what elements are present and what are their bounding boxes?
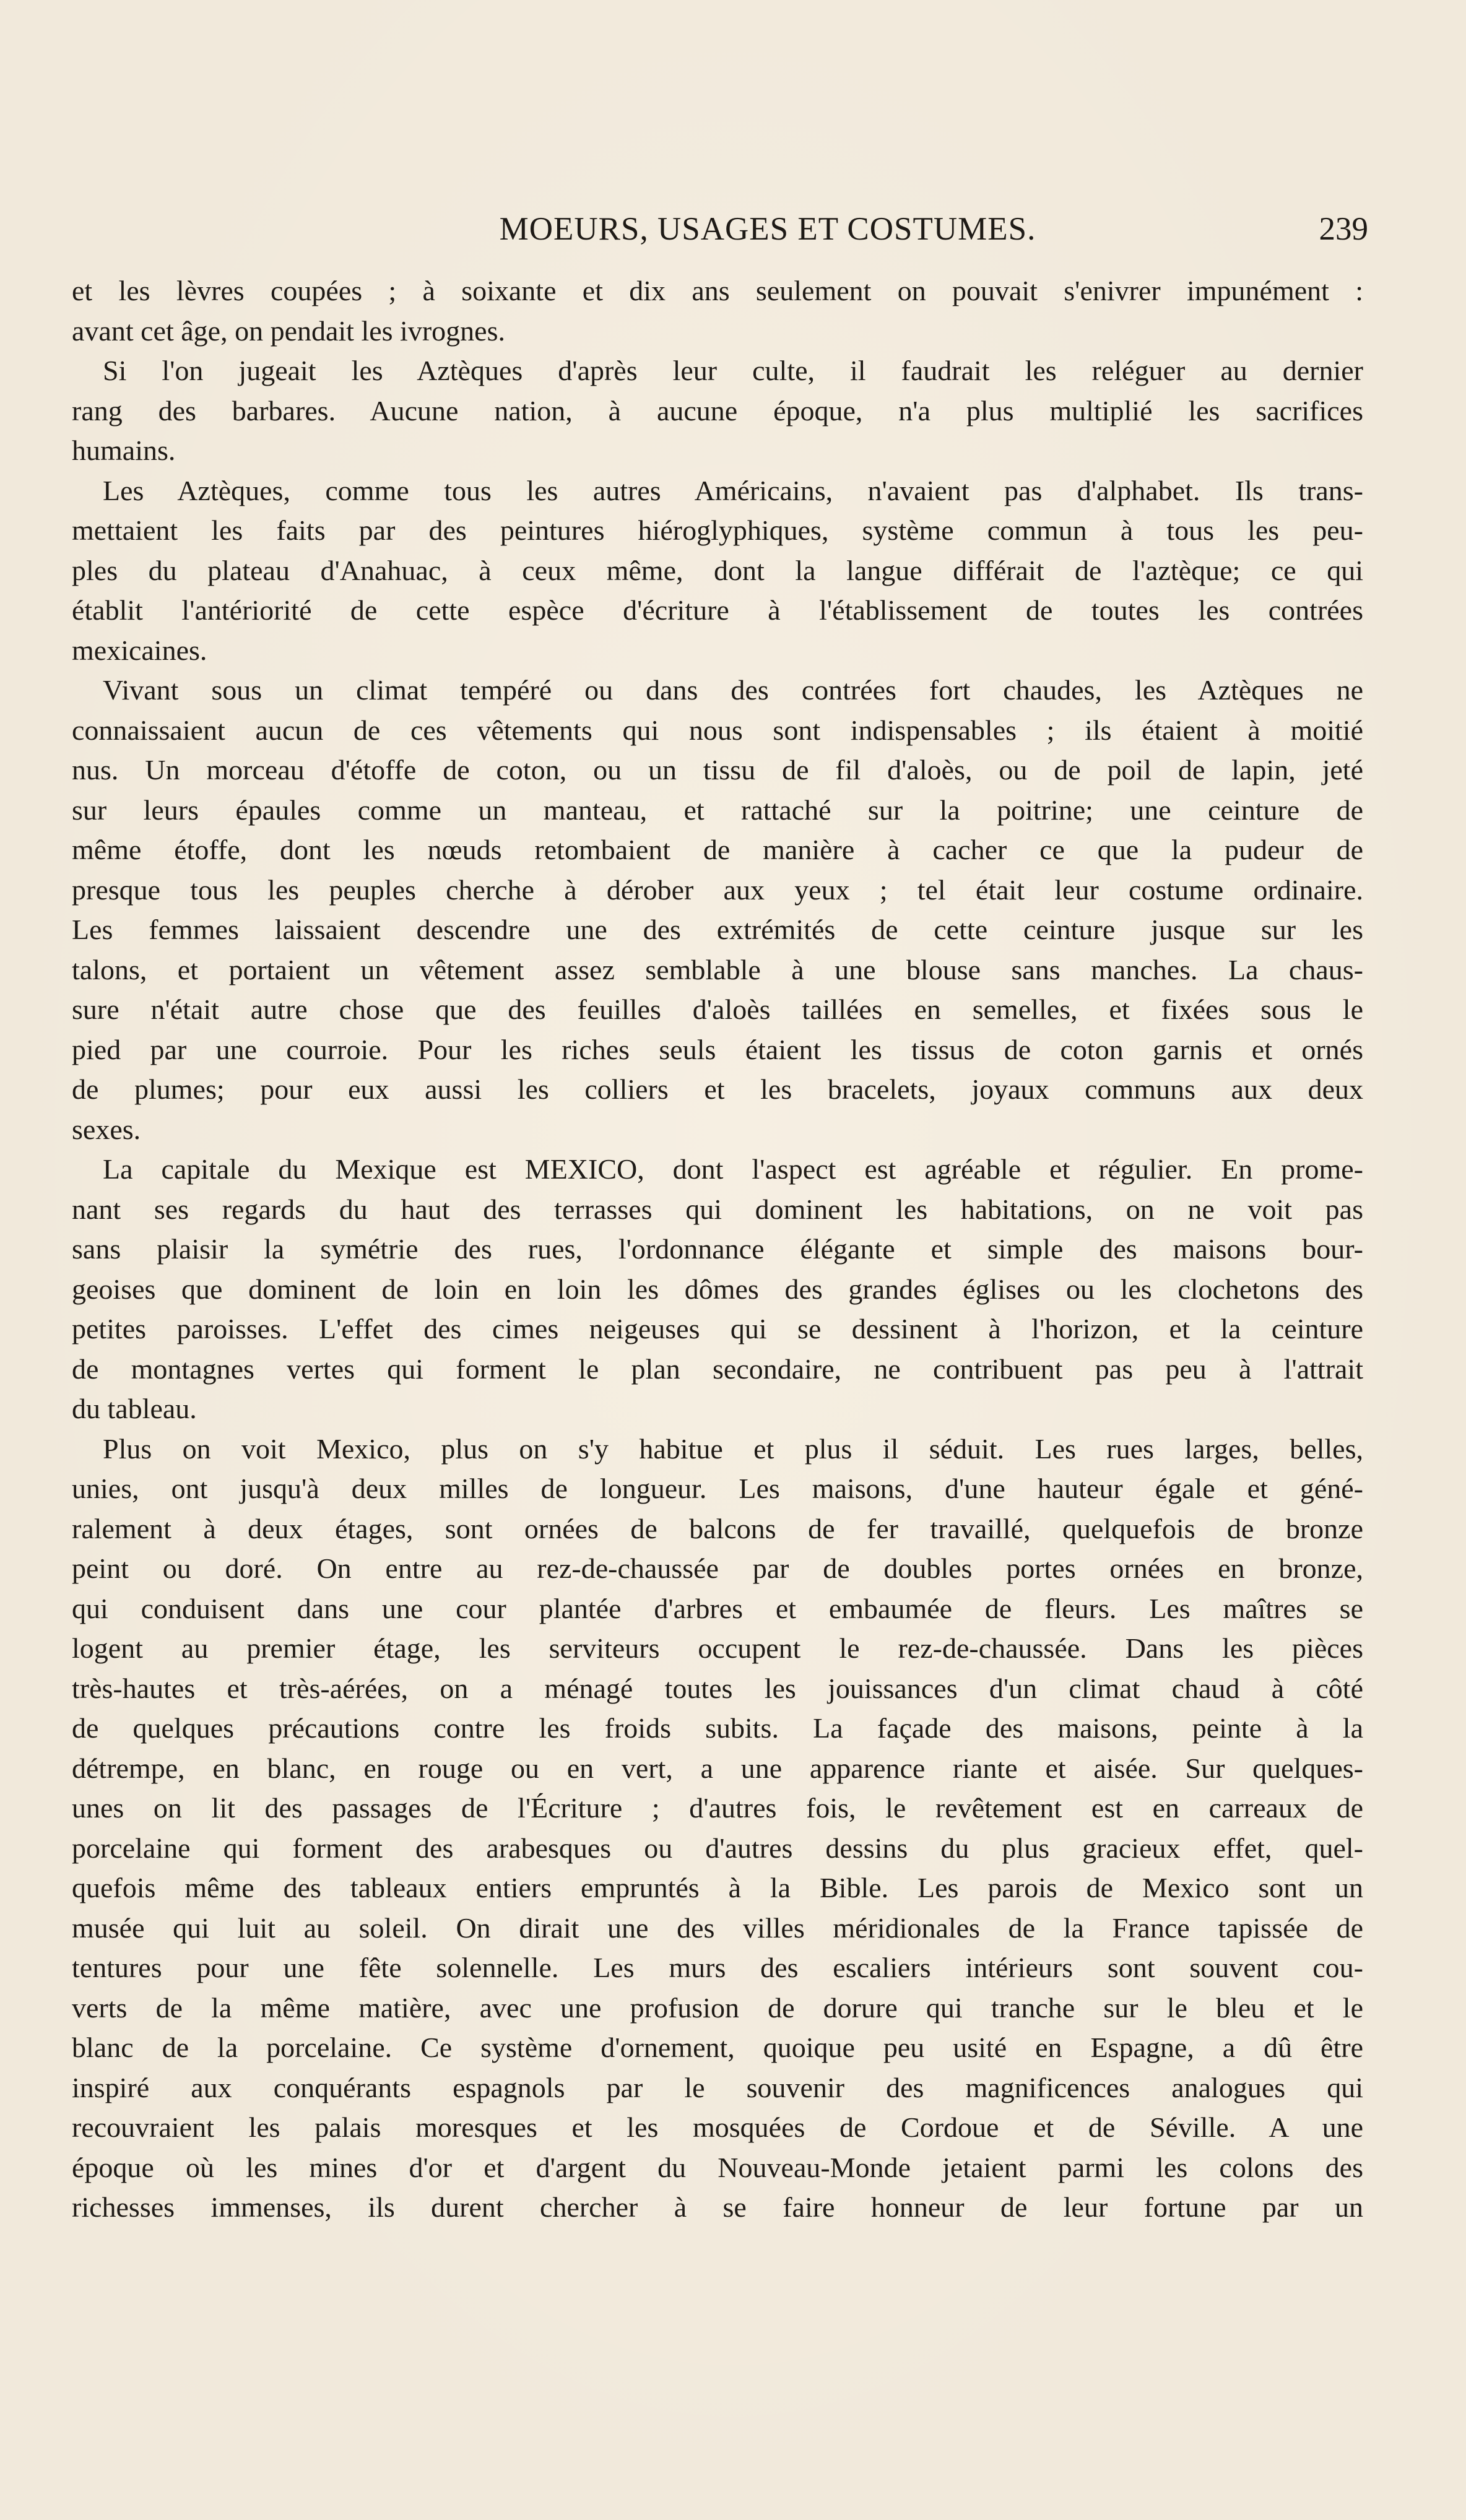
text-line: inspiré aux conquérants espagnols par le souvenir des magnificences analogues qui <box>72 2071 1363 2103</box>
text-line: sur leurs épaules comme un manteau, et rattaché sur la poitrine; une ceinture de <box>72 794 1363 826</box>
text-line: tentures pour une fête solennelle. Les murs des escaliers intérieurs sont souvent cou- <box>72 1952 1363 1983</box>
text-line: détrempe, en blanc, en rouge ou en vert, a une apparence riante et aisée. Sur quelques- <box>72 1752 1363 1784</box>
text-line: talons, et portaient un vêtement assez semblable à une blouse sans manches. La chaus- <box>72 953 1363 985</box>
text-line: petites paroisses. L'effet des cimes neigeuses qui se dessinent à l'horizon, et la ceinture <box>72 1313 1363 1344</box>
text-line: connaissaient aucun de ces vêtements qui nous sont indispensables ; ils étaient à moitié <box>72 714 1363 746</box>
text-line: du tableau. <box>72 1393 197 1424</box>
text-line: recouvraient les palais moresques et les mosquées de Cordoue et de Séville. A une <box>72 2111 1363 2143</box>
text-line: quefois même des tableaux entiers empruntés à la Bible. Les parois de Mexico sont un <box>72 1872 1363 1903</box>
text-line: avant cet âge, on pendait les ivrognes. <box>72 314 505 347</box>
text-line: unies, ont jusqu'à deux milles de longueur. Les maisons, d'une hauteur égale et géné- <box>72 1473 1363 1504</box>
text-line: époque où les mines d'or et d'argent du Nouveau-Monde jetaient parmi les colons des <box>72 2151 1363 2183</box>
text-line: sure n'était autre chose que des feuilles d'aloès taillées en semelles, et fixées sous le <box>72 994 1363 1025</box>
text-line: sans plaisir la symétrie des rues, l'ordonnance élégante et simple des maisons bour- <box>72 1233 1363 1265</box>
text-line: rang des barbares. Aucune nation, à aucune époque, n'a plus multiplié les sacrifices <box>72 394 1363 426</box>
text-line: Plus on voit Mexico, plus on s'y habitue et plus il séduit. Les rues larges, belles, <box>103 1432 1363 1465</box>
text-line: de montagnes vertes qui forment le plan secondaire, ne contribuent pas peu à l'attrait <box>72 1353 1363 1385</box>
text-line: La capitale du Mexique est MEXICO, dont l'aspect est agréable et régulier. En prome- <box>103 1153 1363 1185</box>
text-line: nant ses regards du haut des terrasses qui dominent les habitations, on ne voit pas <box>72 1193 1363 1225</box>
text-line: verts de la même matière, avec une profusion de dorure qui tranche sur le bleu et le <box>72 1991 1363 2024</box>
text-line: porcelaine qui forment des arabesques ou d'autres dessins du plus gracieux effet, quel- <box>72 1832 1363 1864</box>
text-line: pied par une courroie. Pour les riches seuls étaient les tissus de coton garnis et ornés <box>72 1033 1363 1065</box>
text-line: Les femmes laissaient descendre une des extrémités de cette ceinture jusque sur les <box>72 914 1363 945</box>
text-line: Si l'on jugeait les Aztèques d'après leur culte, il faudrait les reléguer au dernier <box>103 355 1363 386</box>
text-line: sexes. <box>72 1113 141 1145</box>
text-line: et les lèvres coupées ; à soixante et dix ans seulement on pouvait s'enivrer impunément : <box>72 275 1363 306</box>
text-line: richesses immenses, ils durent chercher à se faire honneur de leur fortune par un <box>72 2191 1363 2223</box>
text-line: même étoffe, dont les nœuds retombaient de manière à cacher ce que la pudeur de <box>72 834 1363 865</box>
text-line: ralement à deux étages, sont ornées de balcons de fer travaillé, quelquefois de bronze <box>72 1512 1363 1544</box>
text-line: humains. <box>72 435 176 466</box>
text-line: nus. Un morceau d'étoffe de coton, ou un tissu de fil d'aloès, ou de poil de lapin, jeté <box>72 754 1363 786</box>
text-line: mexicaines. <box>72 634 207 666</box>
text-line: presque tous les peuples cherche à dérober aux yeux ; tel était leur costume ordinaire. <box>72 873 1363 906</box>
text-line: qui conduisent dans une cour plantée d'arbres et embaumée de fleurs. Les maîtres se <box>72 1592 1363 1624</box>
body-text <box>72 271 1363 2228</box>
text-line: peint ou doré. On entre au rez-de-chaussée par de doubles portes ornées en bronze, <box>72 1552 1363 1584</box>
text-line: très-hautes et très-aérées, on a ménagé toutes les jouissances d'un climat chaud à côté <box>72 1672 1363 1704</box>
text-line: ples du plateau d'Anahuac, à ceux même, dont la langue différait de l'aztèque; ce qui <box>72 554 1363 586</box>
text-line: Les Aztèques, comme tous les autres Américains, n'avaient pas d'alphabet. Ils trans- <box>103 474 1363 506</box>
page-header <box>68 204 1368 254</box>
text-line: Vivant sous un climat tempéré ou dans des contrées fort chaudes, les Aztèques ne <box>103 674 1363 706</box>
text-line: musée qui luit au soleil. On dirait une des villes méridionales de la France tapissée de <box>72 1912 1363 1944</box>
text-line: blanc de la porcelaine. Ce système d'ornement, quoique peu usité en Espagne, a dû être <box>72 2032 1363 2063</box>
text-line: établit l'antériorité de cette espèce d'écriture à l'établissement de toutes les contrées <box>72 594 1363 626</box>
text-line: unes on lit des passages de l'Écriture ; d'autres fois, le revêtement est en carreaux de <box>72 1792 1363 1824</box>
running-title: MOEURS, USAGES ET COSTUMES. <box>499 211 1036 247</box>
text-line: mettaient les faits par des peintures hiéroglyphiques, système commun à tous les peu- <box>72 514 1363 546</box>
text-line: de quelques précautions contre les froids subits. La façade des maisons, peinte à la <box>72 1712 1363 1744</box>
text-line: geoises que dominent de loin en loin les dômes des grandes églises ou les clochetons des <box>72 1273 1363 1305</box>
page-number: 239 <box>1319 211 1368 247</box>
text-line: logent au premier étage, les serviteurs occupent le rez-de-chaussée. Dans les pièces <box>72 1632 1363 1664</box>
text-line: de plumes; pour eux aussi les colliers et les bracelets, joyaux communs aux deux <box>72 1073 1363 1105</box>
